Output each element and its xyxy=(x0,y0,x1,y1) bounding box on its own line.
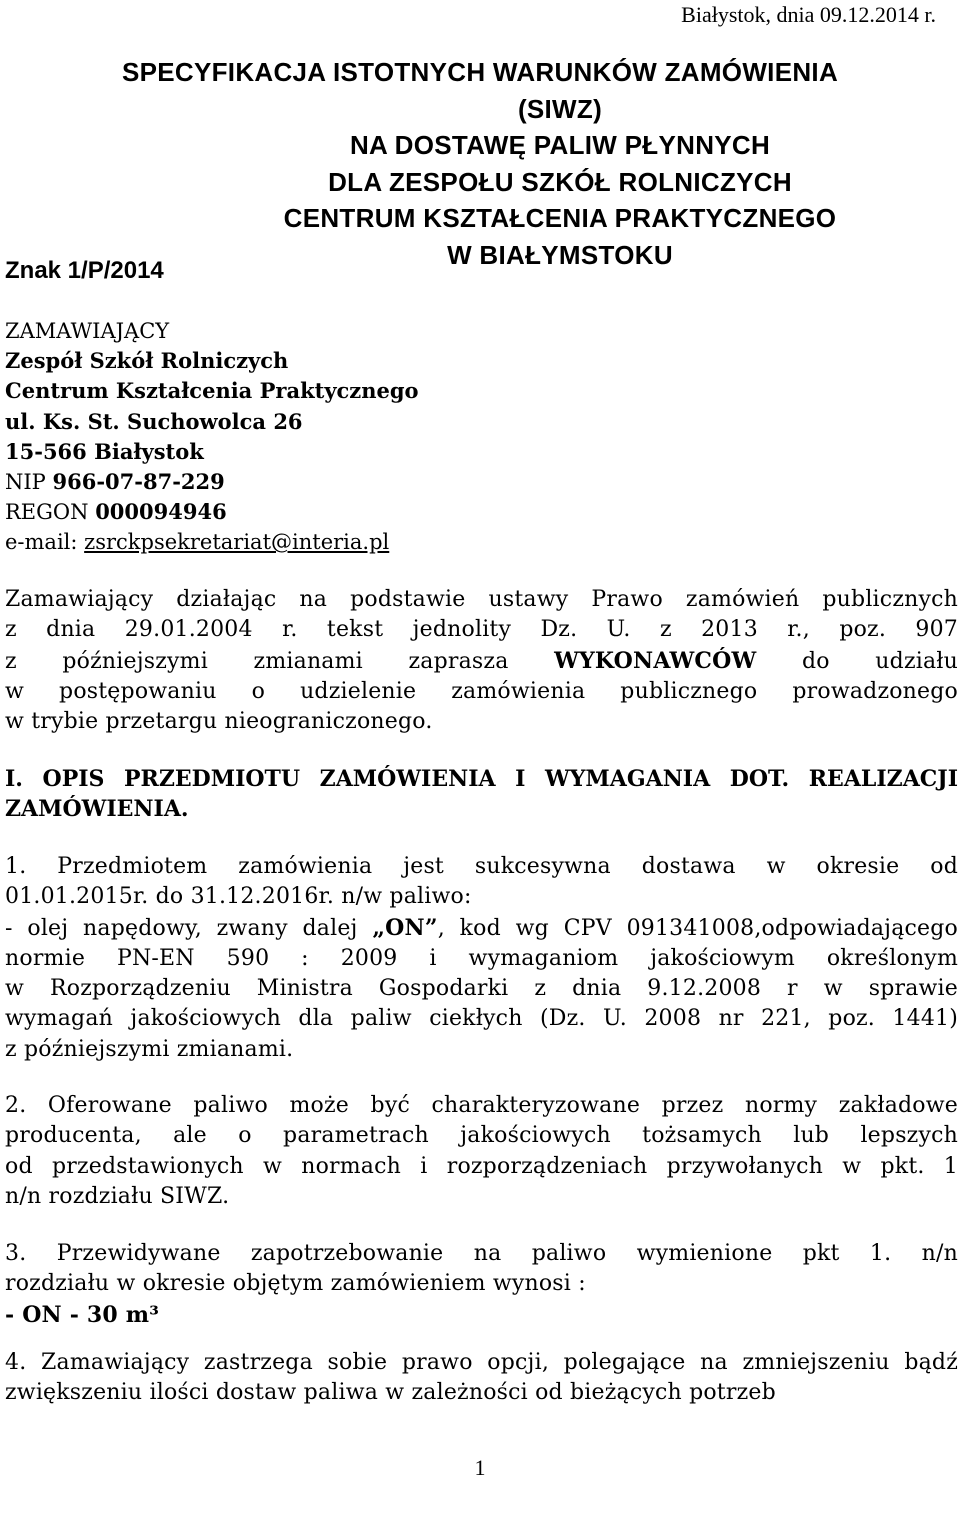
p1-line-4: normie PN-EN 590 : 2009 i wymaganiom jakościowym określonym xyxy=(5,945,958,971)
p2-line-1: 2. Oferowane paliwo może być charakteryzowane przez normy zakładowe xyxy=(5,1093,958,1118)
section-heading-line-1: I. OPIS PRZEDMIOTU ZAMÓWIENIA I WYMAGANIA DOT. REALIZACJI xyxy=(5,766,958,792)
p4-line-2: zwiększeniu ilości dostaw paliwa w zależności od bieżących potrzeb xyxy=(5,1380,776,1406)
orderer-block xyxy=(5,316,419,558)
regon-label: REGON xyxy=(5,500,96,525)
p3-line-1: 3. Przewidywane zapotrzebowanie na paliwo wymienione pkt 1. n/n xyxy=(5,1241,958,1266)
p1-line-3 xyxy=(5,913,958,944)
p2-line-4: n/n rozdziału SIWZ. xyxy=(5,1183,230,1209)
p3-line-2: rozdziału w okresie objętym zamówieniem wynosi : xyxy=(5,1271,586,1297)
paragraph-2 xyxy=(5,1091,958,1212)
email-link[interactable]: zsrckpsekretariat@interia.pl xyxy=(84,530,390,555)
p1-line-5: w Rozporządzeniu Ministra Gospodarki z dnia 9.12.2008 r w sprawie xyxy=(5,976,958,1002)
title-line-2: (SIWZ) xyxy=(517,93,603,124)
orderer-regon xyxy=(5,497,419,527)
email-label: e-mail: xyxy=(5,530,85,555)
intro-line-5: w trybie przetargu nieograniczonego. xyxy=(5,709,433,735)
intro-line-4: w postępowaniu o udzielenie zamówienia publicznego prowadzonego xyxy=(5,678,958,704)
orderer-city: 15-566 Białystok xyxy=(5,438,204,464)
intro-line-2: z dnia 29.01.2004 r. tekst jednolity Dz. U. z 2013 r., poz. 907 xyxy=(5,617,958,643)
reference-sign: Znak 1/P/2014 xyxy=(5,257,164,284)
paragraph-3 xyxy=(5,1239,958,1330)
intro-line-1: Zamawiający działając na podstawie ustawy Prawo zamówień publicznych xyxy=(5,587,958,612)
document-title xyxy=(0,54,960,273)
p1-line-3a: - olej napędowy, zwany dalej xyxy=(5,915,373,941)
title-line-5: CENTRUM KSZTAŁCENIA PRAKTYCZNEGO xyxy=(283,203,837,233)
title-line-1: SPECYFIKACJA ISTOTNYCH WARUNKÓW ZAMÓWIENIA xyxy=(121,57,839,87)
p1-line-1: 1. Przedmiotem zamówienia jest sukcesywna dostawa w okresie od xyxy=(5,854,958,879)
on-abbreviation: „ON” xyxy=(372,914,438,941)
p1-line-6: wymagań jakościowych dla paliw ciekłych (Dz. U. 2008 nr 221, poz. 1441) xyxy=(5,1006,958,1032)
p4-line-1: 4. Zamawiający zastrzega sobie prawo opcji, polegające na zmniejszeniu bądź xyxy=(5,1350,958,1375)
document-date: Białystok, dnia 09.12.2014 r. xyxy=(681,2,936,27)
p2-line-3: od przedstawionych w normach i rozporządzeniach przywołanych w pkt. 1 xyxy=(5,1153,958,1179)
orderer-email xyxy=(5,527,419,557)
intro-paragraph xyxy=(5,585,958,737)
intro-line-3c: do udziału xyxy=(756,648,959,674)
p2-line-2: producenta, ale o parametrach jakościowych tożsamych lub lepszych xyxy=(5,1123,958,1149)
regon-value: 000094946 xyxy=(95,499,227,525)
title-line-6: W BIAŁYMSTOKU xyxy=(447,239,673,270)
orderer-name-1: Zespół Szkół Rolniczych xyxy=(5,348,289,374)
title-line-4: DLA ZESPOŁU SZKÓŁ ROLNICZYCH xyxy=(328,166,792,197)
nip-label: NIP xyxy=(5,470,53,495)
title-line-3: NA DOSTAWĘ PALIW PŁYNNYCH xyxy=(349,130,771,160)
p3-line-3: - ON - 30 m³ xyxy=(5,1301,160,1328)
p1-line-3c: , kod wg CPV 091341008,odpowiadającego xyxy=(437,915,958,941)
section-heading xyxy=(5,764,958,825)
orderer-nip xyxy=(5,467,419,497)
p1-line-2: 01.01.2015r. do 31.12.2016r. n/w paliwo: xyxy=(5,884,472,910)
contractors-emphasis: WYKONAWCÓW xyxy=(554,647,757,674)
intro-line-3a: z późniejszymi zmianami zaprasza xyxy=(5,648,555,674)
paragraph-4 xyxy=(5,1348,958,1409)
page-number: 1 xyxy=(474,1455,486,1480)
orderer-street: ul. Ks. St. Suchowolca 26 xyxy=(5,408,303,434)
orderer-label: ZAMAWIAJĄCY xyxy=(5,319,170,343)
nip-value: 966-07-87-229 xyxy=(52,469,225,495)
p1-line-7: z późniejszymi zmianami. xyxy=(5,1036,294,1062)
paragraph-1 xyxy=(5,852,958,1065)
section-heading-line-2: ZAMÓWIENIA. xyxy=(5,796,189,823)
intro-line-3 xyxy=(5,646,958,677)
orderer-name-2: Centrum Kształcenia Praktycznego xyxy=(5,378,419,404)
